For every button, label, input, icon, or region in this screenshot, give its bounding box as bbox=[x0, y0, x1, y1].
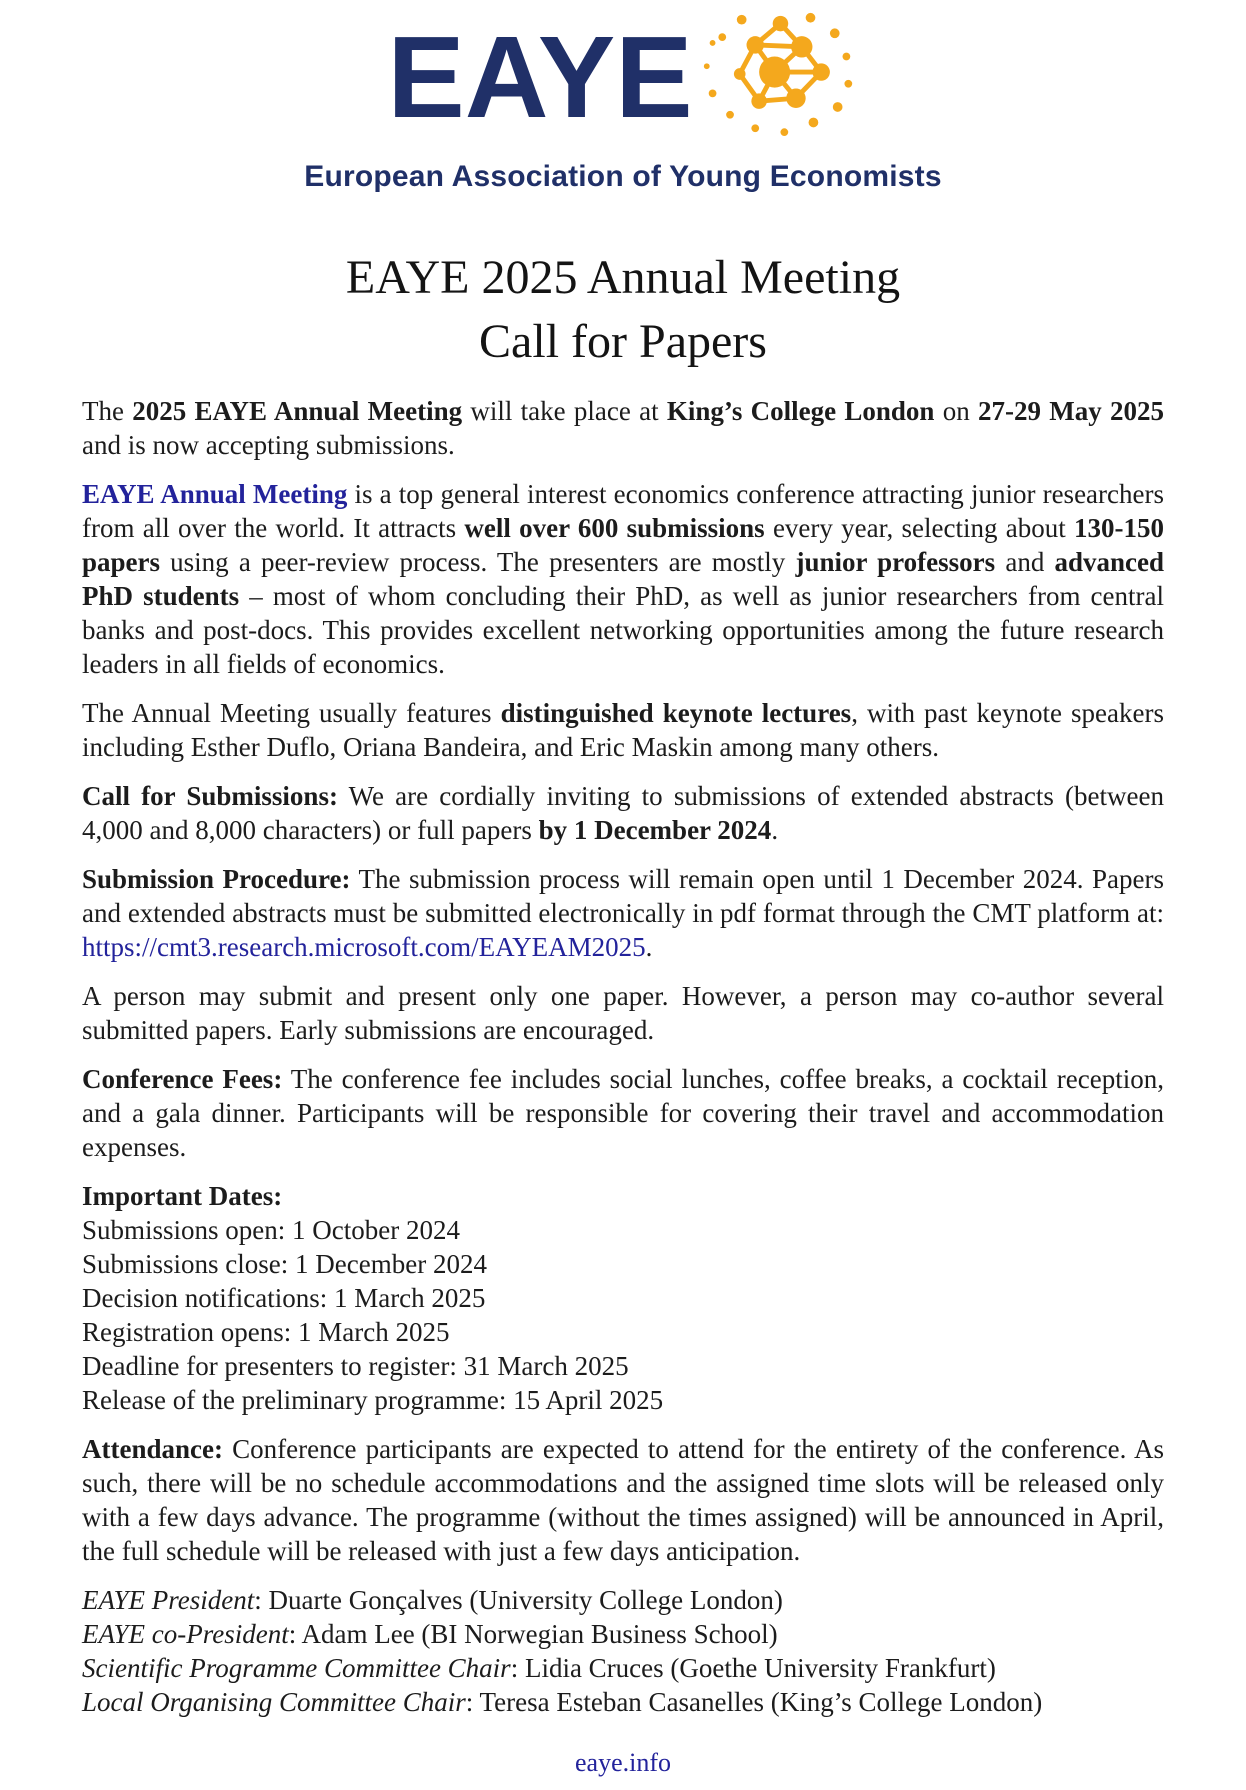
text-segment: and is now accepting submissions. bbox=[82, 430, 455, 460]
text-segment: : Teresa Esteban Casanelles (King’s College London) bbox=[465, 1687, 1043, 1717]
paragraph-one-paper-rule bbox=[82, 979, 1164, 1047]
committee-line-local-chair bbox=[82, 1685, 1164, 1719]
committee-line-co-president bbox=[82, 1617, 1164, 1651]
text-segment: The Annual Meeting usually features bbox=[82, 698, 501, 728]
text-segment: Attendance: bbox=[82, 1434, 223, 1464]
important-dates-heading: Important Dates: bbox=[82, 1181, 283, 1211]
committee-line-president bbox=[82, 1583, 1164, 1617]
text-segment: EAYE President bbox=[82, 1585, 255, 1615]
committee-section bbox=[82, 1583, 1164, 1719]
text-segment: 130-150 papers bbox=[82, 513, 1164, 577]
cmt-submission-link[interactable]: https://cmt3.research.microsoft.com/EAYEAM2025 bbox=[82, 932, 646, 962]
text-segment: EAYE co-President bbox=[82, 1619, 289, 1649]
text-segment: 2025 EAYE Annual Meeting bbox=[132, 396, 463, 426]
important-dates-section bbox=[82, 1179, 1164, 1417]
text-segment: 27-29 May 2025 bbox=[977, 396, 1164, 426]
text-segment: on bbox=[934, 396, 978, 426]
paragraph-venue bbox=[82, 394, 1164, 462]
paragraph-keynotes bbox=[82, 696, 1164, 764]
page-title bbox=[82, 246, 1164, 374]
date-line-preliminary-programme: Release of the preliminary programme: 15 April 2025 bbox=[82, 1385, 664, 1415]
header bbox=[82, 0, 1164, 194]
committee-line-scientific-chair bbox=[82, 1651, 1164, 1685]
text-segment: : Lidia Cruces (Goethe University Frankfurt) bbox=[510, 1653, 996, 1683]
date-line-presenter-deadline: Deadline for presenters to register: 31 March 2025 bbox=[82, 1351, 629, 1381]
text-segment: Submission Procedure: bbox=[82, 864, 351, 894]
text-segment: Conference Fees: bbox=[82, 1064, 283, 1094]
footer bbox=[0, 1748, 1246, 1778]
document-body bbox=[82, 394, 1164, 1719]
text-segment: . bbox=[645, 932, 653, 962]
date-line-submissions-close: Submissions close: 1 December 2024 bbox=[82, 1249, 487, 1279]
text-segment: – most of whom concluding their PhD, as well as junior researchers from central banks and post-docs. This provides excellent networking opportunities among the future research leaders in all fields of economics. bbox=[82, 581, 1164, 679]
eaye-annual-meeting-link[interactable]: EAYE Annual Meeting bbox=[82, 479, 348, 509]
text-segment: is a top general interest economics conference attracting junior researchers from all over the world. It attracts bbox=[82, 479, 1164, 543]
text-segment: Call for Submissions: bbox=[82, 781, 338, 811]
text-segment: and bbox=[995, 547, 1055, 577]
text-segment: Conference participants are expected to attend for the entirety of the conference. As such, there will be no schedule accommodations and the assigned time slots will be released only with a few days advance. The programme (without the times assigned) will be announced in April, the full schedule will be released with just a few days anticipation. bbox=[82, 1434, 1164, 1566]
paragraph-submission-procedure bbox=[82, 862, 1164, 964]
text-segment: We are cordially inviting to submissions of extended abstracts (between 4,000 and 8,000 characters) or full papers bbox=[82, 781, 1164, 845]
eaye-logo bbox=[82, 12, 1164, 142]
text-segment: Scientific Programme Committee Chair bbox=[82, 1653, 511, 1683]
page-title-line2: Call for Papers bbox=[479, 315, 767, 368]
page-title-line1: EAYE 2025 Annual Meeting bbox=[345, 251, 901, 304]
paragraph-about bbox=[82, 477, 1164, 681]
paragraph-attendance bbox=[82, 1432, 1164, 1568]
text-segment: The submission process will remain open until 1 December 2024. Papers and extended abstracts must be submitted electronically in pdf format through the CMT platform at: bbox=[82, 864, 1164, 928]
eaye-info-link[interactable]: eaye.info bbox=[574, 1748, 671, 1777]
globe-network-icon bbox=[699, 6, 859, 142]
text-segment: The bbox=[82, 396, 133, 426]
text-segment: The conference fee includes social lunches, coffee breaks, a cocktail reception, and a gala dinner. Participants will be responsible for covering their travel and accommodation expenses. bbox=[82, 1064, 1164, 1162]
text-segment: Local Organising Committee Chair bbox=[82, 1687, 466, 1717]
text-segment: by 1 December 2024 bbox=[538, 815, 772, 845]
text-segment: using a peer-review process. The presenters are mostly bbox=[160, 547, 796, 577]
text-segment: : Duarte Gonçalves (University College London) bbox=[254, 1585, 783, 1615]
text-segment: will take place at bbox=[462, 396, 667, 426]
paragraph-call-for-submissions bbox=[82, 779, 1164, 847]
text-segment: every year, selecting about bbox=[764, 513, 1074, 543]
text-segment: . bbox=[771, 815, 779, 845]
text-segment: , with past keynote speakers including Esther Duflo, Oriana Bandeira, and Eric Maskin among many others. bbox=[82, 698, 1165, 762]
text-segment: advanced PhD students bbox=[82, 547, 1165, 611]
text-segment: well over 600 submissions bbox=[464, 513, 765, 543]
text-segment: : Adam Lee (BI Norwegian Business School) bbox=[288, 1619, 778, 1649]
date-line-decision-notifications: Decision notifications: 1 March 2025 bbox=[82, 1283, 486, 1313]
text-segment: A person may submit and present only one paper. However, a person may co-author several submitted papers. Early submissions are encouraged. bbox=[82, 981, 1164, 1045]
text-segment: distinguished keynote lectures bbox=[500, 698, 852, 728]
paragraph-conference-fees bbox=[82, 1062, 1164, 1164]
text-segment: junior professors bbox=[795, 547, 996, 577]
eaye-wordmark: EAYE bbox=[387, 12, 693, 142]
text-segment: King’s College London bbox=[666, 396, 935, 426]
logo-tagline: European Association of Young Economists bbox=[304, 160, 942, 193]
date-line-submissions-open: Submissions open: 1 October 2024 bbox=[82, 1215, 460, 1245]
date-line-registration-opens: Registration opens: 1 March 2025 bbox=[82, 1317, 450, 1347]
